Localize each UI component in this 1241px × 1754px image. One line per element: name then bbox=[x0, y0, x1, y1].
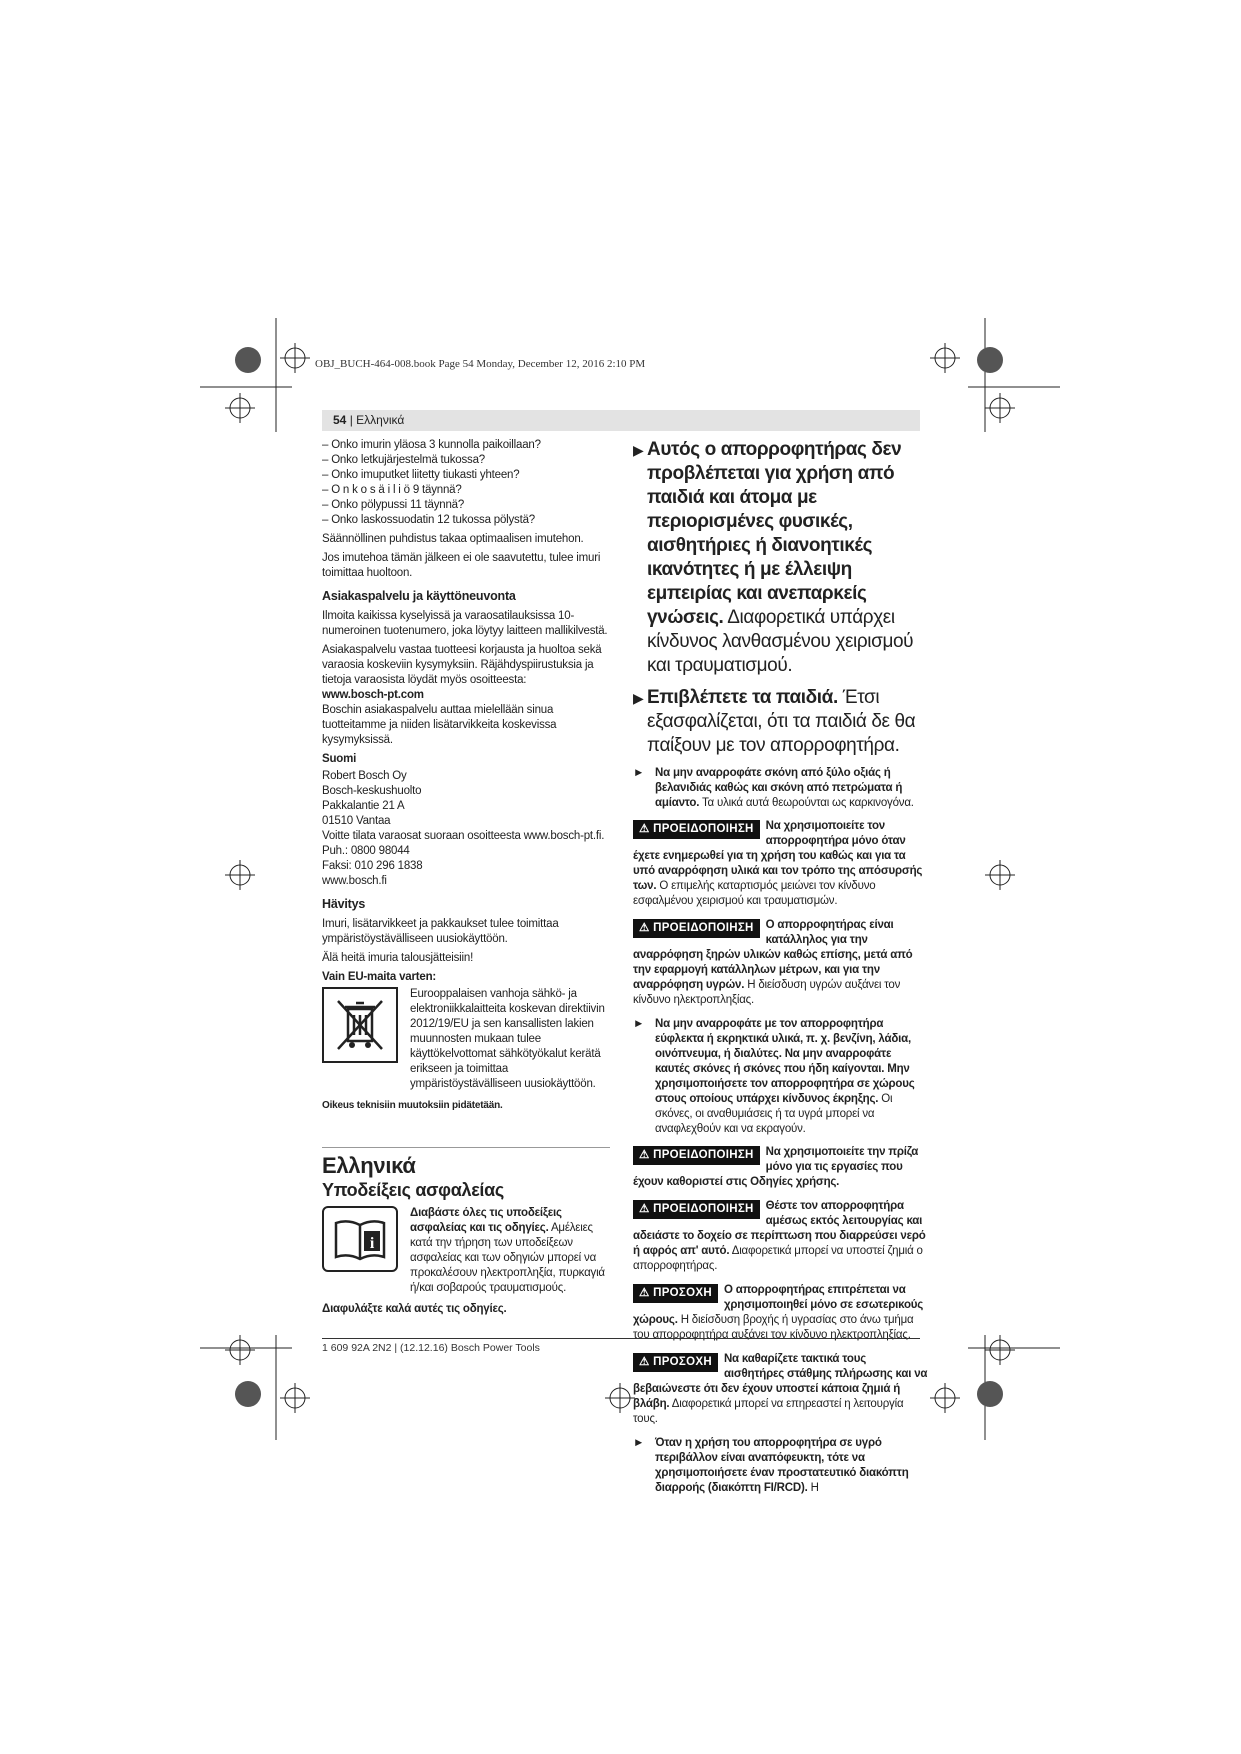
item-bold: Θέστε τον απορροφητήρα αμέσως εκτός λειτουργίας και αδειάστε το δοχείο σε περίπτωση που διαρρεύσει νερό ή αφρός απ' αυτό. bbox=[633, 1200, 926, 1257]
weee-block bbox=[322, 987, 610, 1092]
warning-label: ΠΡΟΕΙΔΟΠΟΙΗΣΗ bbox=[653, 823, 754, 835]
list-item: – Onko imurin yläosa 3 kunnolla paikoillaan? bbox=[322, 439, 541, 451]
address-line: Faksi: 010 296 1838 bbox=[322, 860, 423, 872]
footer-divider bbox=[322, 1338, 920, 1339]
paragraph: Ilmoita kaikissa kyselyissä ja varaosatilauksissa 10-numeroinen tuotenumero, joka löytyy laitteen mallikilvestä. bbox=[322, 610, 608, 637]
warning-item bbox=[633, 1145, 928, 1190]
svg-text:i: i bbox=[369, 1235, 375, 1252]
bullet-arrow-icon: ▶ bbox=[633, 442, 644, 458]
big-bold: Επιβλέπετε τα παιδιά. bbox=[647, 687, 838, 708]
paragraph: Säännöllinen puhdistus takaa optimaalisen imutehon. bbox=[322, 533, 584, 545]
weee-text: Eurooppalaisen vanhoja sähkö- ja elektroniikkalaitteita koskevan direktiivin 2012/19/EU ja sen kansallisten lakien muunnosten mukaan tulee käyttökelvottomat sähkötyökalut kerätä erikseen ja toimittaa ympäristöystävälliseen uusiokäyttöön. bbox=[410, 988, 605, 1090]
warning-badge: ⚠ ΠΡΟΕΙΔΟΠΟΙΗΣΗ bbox=[633, 1200, 760, 1219]
bullet-arrow-icon: ► bbox=[633, 1437, 645, 1449]
caution-label: ΠΡΟΣΟΧΗ bbox=[653, 1356, 712, 1368]
caution-item bbox=[633, 1352, 928, 1427]
list-item bbox=[633, 766, 928, 811]
warning-badge: ⚠ ΠΡΟΕΙΔΟΠΟΙΗΣΗ bbox=[633, 919, 760, 938]
bullet-arrow-icon: ► bbox=[633, 767, 645, 779]
paragraph: Imuri, lisätarvikkeet ja pakkaukset tulee toimittaa ympäristöystävälliseen uusiokäyttöön. bbox=[322, 918, 559, 945]
item-text: Οι σκόνες, οι αναθυμιάσεις ή τα υγρά μπορεί να αναφλεχθούν και να εκραγούν. bbox=[655, 1093, 893, 1135]
section-heading-customer-service: Asiakaspalvelu ja käyttöneuvonta bbox=[322, 589, 516, 603]
big-bold: Αυτός ο απορροφητήρας δεν προβλέπεται για χρήση από παιδιά και άτομα με περιορισμένες φυσικές, αισθητήριες ή διανοητικές ικανότητες ή με έλλειψη εμπειρίας και ανεπαρκείς γνώσεις. bbox=[647, 439, 902, 628]
list-item: – Onko letkujärjestelmä tukossa? bbox=[322, 454, 485, 466]
address-line: Robert Bosch Oy bbox=[322, 770, 407, 782]
left-column bbox=[322, 438, 610, 1317]
warning-label: ΠΡΟΕΙΔΟΠΟΙΗΣΗ bbox=[653, 922, 754, 934]
paragraph: Asiakaspalvelu vastaa tuotteesi korjausta ja huoltoa sekä varaosia koskeviin kysymyksiin. Räjähdyspiirustuksia ja tietoja varaosista löydät myös osoitteesta: bbox=[322, 644, 602, 686]
item-text: Η bbox=[807, 1482, 819, 1494]
crossed-bin-icon bbox=[322, 987, 398, 1063]
list-item: – Onko imuputket liitetty tiukasti yhteen? bbox=[322, 469, 520, 481]
warning-item bbox=[633, 918, 928, 1008]
list-item: – O n k o s ä i l i ö 9 täynnä? bbox=[322, 484, 462, 496]
warning-label: ΠΡΟΕΙΔΟΠΟΙΗΣΗ bbox=[653, 1203, 754, 1215]
item-bold: Να χρησιμοποιείτε τον απορροφητήρα μόνο όταν έχετε ενημερωθεί για τη χρήση του καθώς και για τα υπό αναρρόφηση υλικά και τον τρόπο της απόσυρσής των. bbox=[633, 820, 923, 892]
item-text: Διαφορετικά μπορεί να υποστεί ζημιά ο απορροφητήρας. bbox=[633, 1245, 923, 1272]
right-column bbox=[633, 438, 928, 1504]
eu-only-heading: Vain EU-maita varten: bbox=[322, 971, 437, 983]
child-safety-item bbox=[633, 438, 928, 678]
item-text: Η διείσδυση βροχής ή υγρασίας στο άνω τμήμα του απορροφητήρα αυξάνει τον κίνδυνο ηλεκτροπληξίας. bbox=[633, 1314, 914, 1341]
list-item: – Onko pölypussi 11 täynnä? bbox=[322, 499, 465, 511]
warning-badge: ⚠ ΠΡΟΕΙΔΟΠΟΙΗΣΗ bbox=[633, 820, 760, 839]
language-heading: Ελληνικά bbox=[322, 1153, 416, 1178]
checklist bbox=[322, 438, 610, 528]
page-footer: 1 609 92A 2N2 | (12.12.16) Bosch Power Tools bbox=[322, 1342, 540, 1354]
section-heading-disposal: Hävitys bbox=[322, 897, 366, 911]
paragraph: Älä heitä imuria talousjätteisiin! bbox=[322, 952, 474, 964]
safety-heading: Υποδείξεις ασφαλείας bbox=[322, 1180, 504, 1200]
supervise-children-item bbox=[633, 686, 928, 758]
caution-badge: ⚠ ΠΡΟΣΟΧΗ bbox=[633, 1353, 718, 1372]
page-header-bar bbox=[322, 410, 920, 431]
caution-badge: ⚠ ΠΡΟΣΟΧΗ bbox=[633, 1284, 718, 1303]
page-header: 54 | Ελληνικά bbox=[333, 413, 405, 427]
rights-note: Oikeus teknisiin muutoksiin pidätetään. bbox=[322, 1100, 503, 1111]
item-bold: Να μην αναρροφάτε με τον απορροφητήρα εύφλεκτα ή εκρηκτικά υλικά, π. χ. βενζίνη, λάδια, οινόπνευμα, ή διαλύτες. Να μην αναρροφάτε καυτές σκόνες ή σκόνες που ήδη καίγονται. Μην χρησιμοποιήσετε τον απορροφητήρα σε χώρους στους οποίους υπάρχει κίνδυνος έκρηξης. bbox=[655, 1018, 915, 1105]
warning-badge: ⚠ ΠΡΟΕΙΔΟΠΟΙΗΣΗ bbox=[633, 1146, 760, 1165]
item-text: Τα υλικά αυτά θεωρούνται ως καρκινογόνα. bbox=[699, 797, 914, 809]
address-line: 01510 Vantaa bbox=[322, 815, 391, 827]
paragraph: Jos imutehoa tämän jälkeen ei ole saavutettu, tulee imuri toimittaa huoltoon. bbox=[322, 552, 601, 579]
website-link[interactable]: www.bosch-pt.com bbox=[322, 689, 424, 701]
paragraph: Boschin asiakaspalvelu auttaa mielellään sinua tuotteitamme ja niiden lisätarvikkeita koskevissa kysymyksissä. bbox=[322, 704, 557, 746]
list-item bbox=[633, 1017, 928, 1137]
item-bold: Να μην αναρροφάτε σκόνη από ξύλο οξιάς ή βελανιδιάς καθώς και σκόνη από πετρώματα ή αμίαντο. bbox=[655, 767, 903, 809]
read-manual-block bbox=[322, 1206, 610, 1296]
address-line: Bosch-keskushuolto bbox=[322, 785, 422, 797]
item-bold: Όταν η χρήση του απορροφητήρα σε υγρό περιβάλλον είναι αναπόφευκτη, τότε να χρησιμοποιήσετε έναν προστατευτικό διακόπτη διαρροής (διακόπτη FI/RCD). bbox=[655, 1437, 909, 1494]
warning-item bbox=[633, 1199, 928, 1274]
header-language: Ελληνικά bbox=[356, 413, 405, 427]
bullet-arrow-icon: ▶ bbox=[633, 690, 644, 706]
address-block bbox=[322, 769, 610, 889]
book-info-line: OBJ_BUCH-464-008.book Page 54 Monday, December 12, 2016 2:10 PM bbox=[315, 358, 646, 370]
divider bbox=[322, 1147, 610, 1148]
item-bold: Ο απορροφητήρας είναι κατάλληλος για την αναρρόφηση ξηρών υλικών καθώς επίσης, μετά από την εφαρμογή κατάλληλων μέτρων, και για την αναρρόφηση υγρών. bbox=[633, 919, 913, 991]
safety-intro-text: Αμέλειες κατά την τήρηση των υποδείξεων ασφαλείας και των οδηγιών μπορεί να προκαλέσουν ηλεκτροπληξία, πυρκαγιά ή/και σοβαρούς τραυματισμούς. bbox=[410, 1222, 605, 1294]
item-text: Η διείσδυση υγρών αυξάνει τον κίνδυνο ηλεκτροπληξίας. bbox=[633, 979, 901, 1006]
safety-intro-bold: Διαβάστε όλες τις υποδείξεις ασφαλείας και τις οδηγίες. bbox=[410, 1207, 562, 1234]
address-line: Voitte tilata varaosat suoraan osoitteesta www.bosch-pt.fi. bbox=[322, 830, 605, 842]
item-bold: Ο απορροφητήρας επιτρέπεται να χρησιμοποιηθεί μόνο σε εσωτερικούς χώρους. bbox=[633, 1284, 924, 1326]
item-text: Ο επιμελής καταρτισμός μειώνει τον κίνδυνο εσφαλμένου χειρισμού και τραυματισμών. bbox=[633, 880, 876, 907]
caution-item bbox=[633, 1283, 928, 1343]
list-item: – Onko laskossuodatin 12 tukossa pölystä? bbox=[322, 514, 535, 526]
address-line: Puh.: 0800 98044 bbox=[322, 845, 410, 857]
big-text: Έτσι εξασφαλίζεται, ότι τα παιδιά δε θα παίξουν με τον απορροφητήρα. bbox=[647, 687, 916, 756]
address-line: Pakkalantie 21 A bbox=[322, 800, 405, 812]
item-text: Διαφορετικά μπορεί να επηρεαστεί η λειτουργία τους. bbox=[633, 1398, 904, 1425]
list-item bbox=[633, 1436, 928, 1496]
item-bold: Να χρησιμοποιείτε την πρίζα μόνο για τις εργασίες που έχουν καθοριστεί στις Οδηγίες χρήσης. bbox=[633, 1146, 919, 1188]
big-text: Διαφορετικά υπάρχει κίνδυνος λανθασμένου χειρισμού και τραυματισμού. bbox=[647, 607, 914, 676]
caution-label: ΠΡΟΣΟΧΗ bbox=[653, 1287, 712, 1299]
item-bold: Να καθαρίζετε τακτικά τους αισθητήρες στάθμης πλήρωσης και να βεβαιώνεστε ότι δεν έχουν υποστεί κάποια ζημιά ή βλάβη. bbox=[633, 1353, 928, 1410]
safety-intro bbox=[410, 1206, 610, 1296]
bullet-arrow-icon: ► bbox=[633, 1018, 645, 1030]
address-line: www.bosch.fi bbox=[322, 875, 387, 887]
manual-book-icon bbox=[322, 1206, 398, 1272]
page-number: 54 bbox=[333, 413, 347, 427]
country-heading: Suomi bbox=[322, 753, 357, 765]
keep-instructions: Διαφυλάξτε καλά αυτές τις οδηγίες. bbox=[322, 1303, 507, 1315]
warning-label: ΠΡΟΕΙΔΟΠΟΙΗΣΗ bbox=[653, 1149, 754, 1161]
warning-item bbox=[633, 819, 928, 909]
